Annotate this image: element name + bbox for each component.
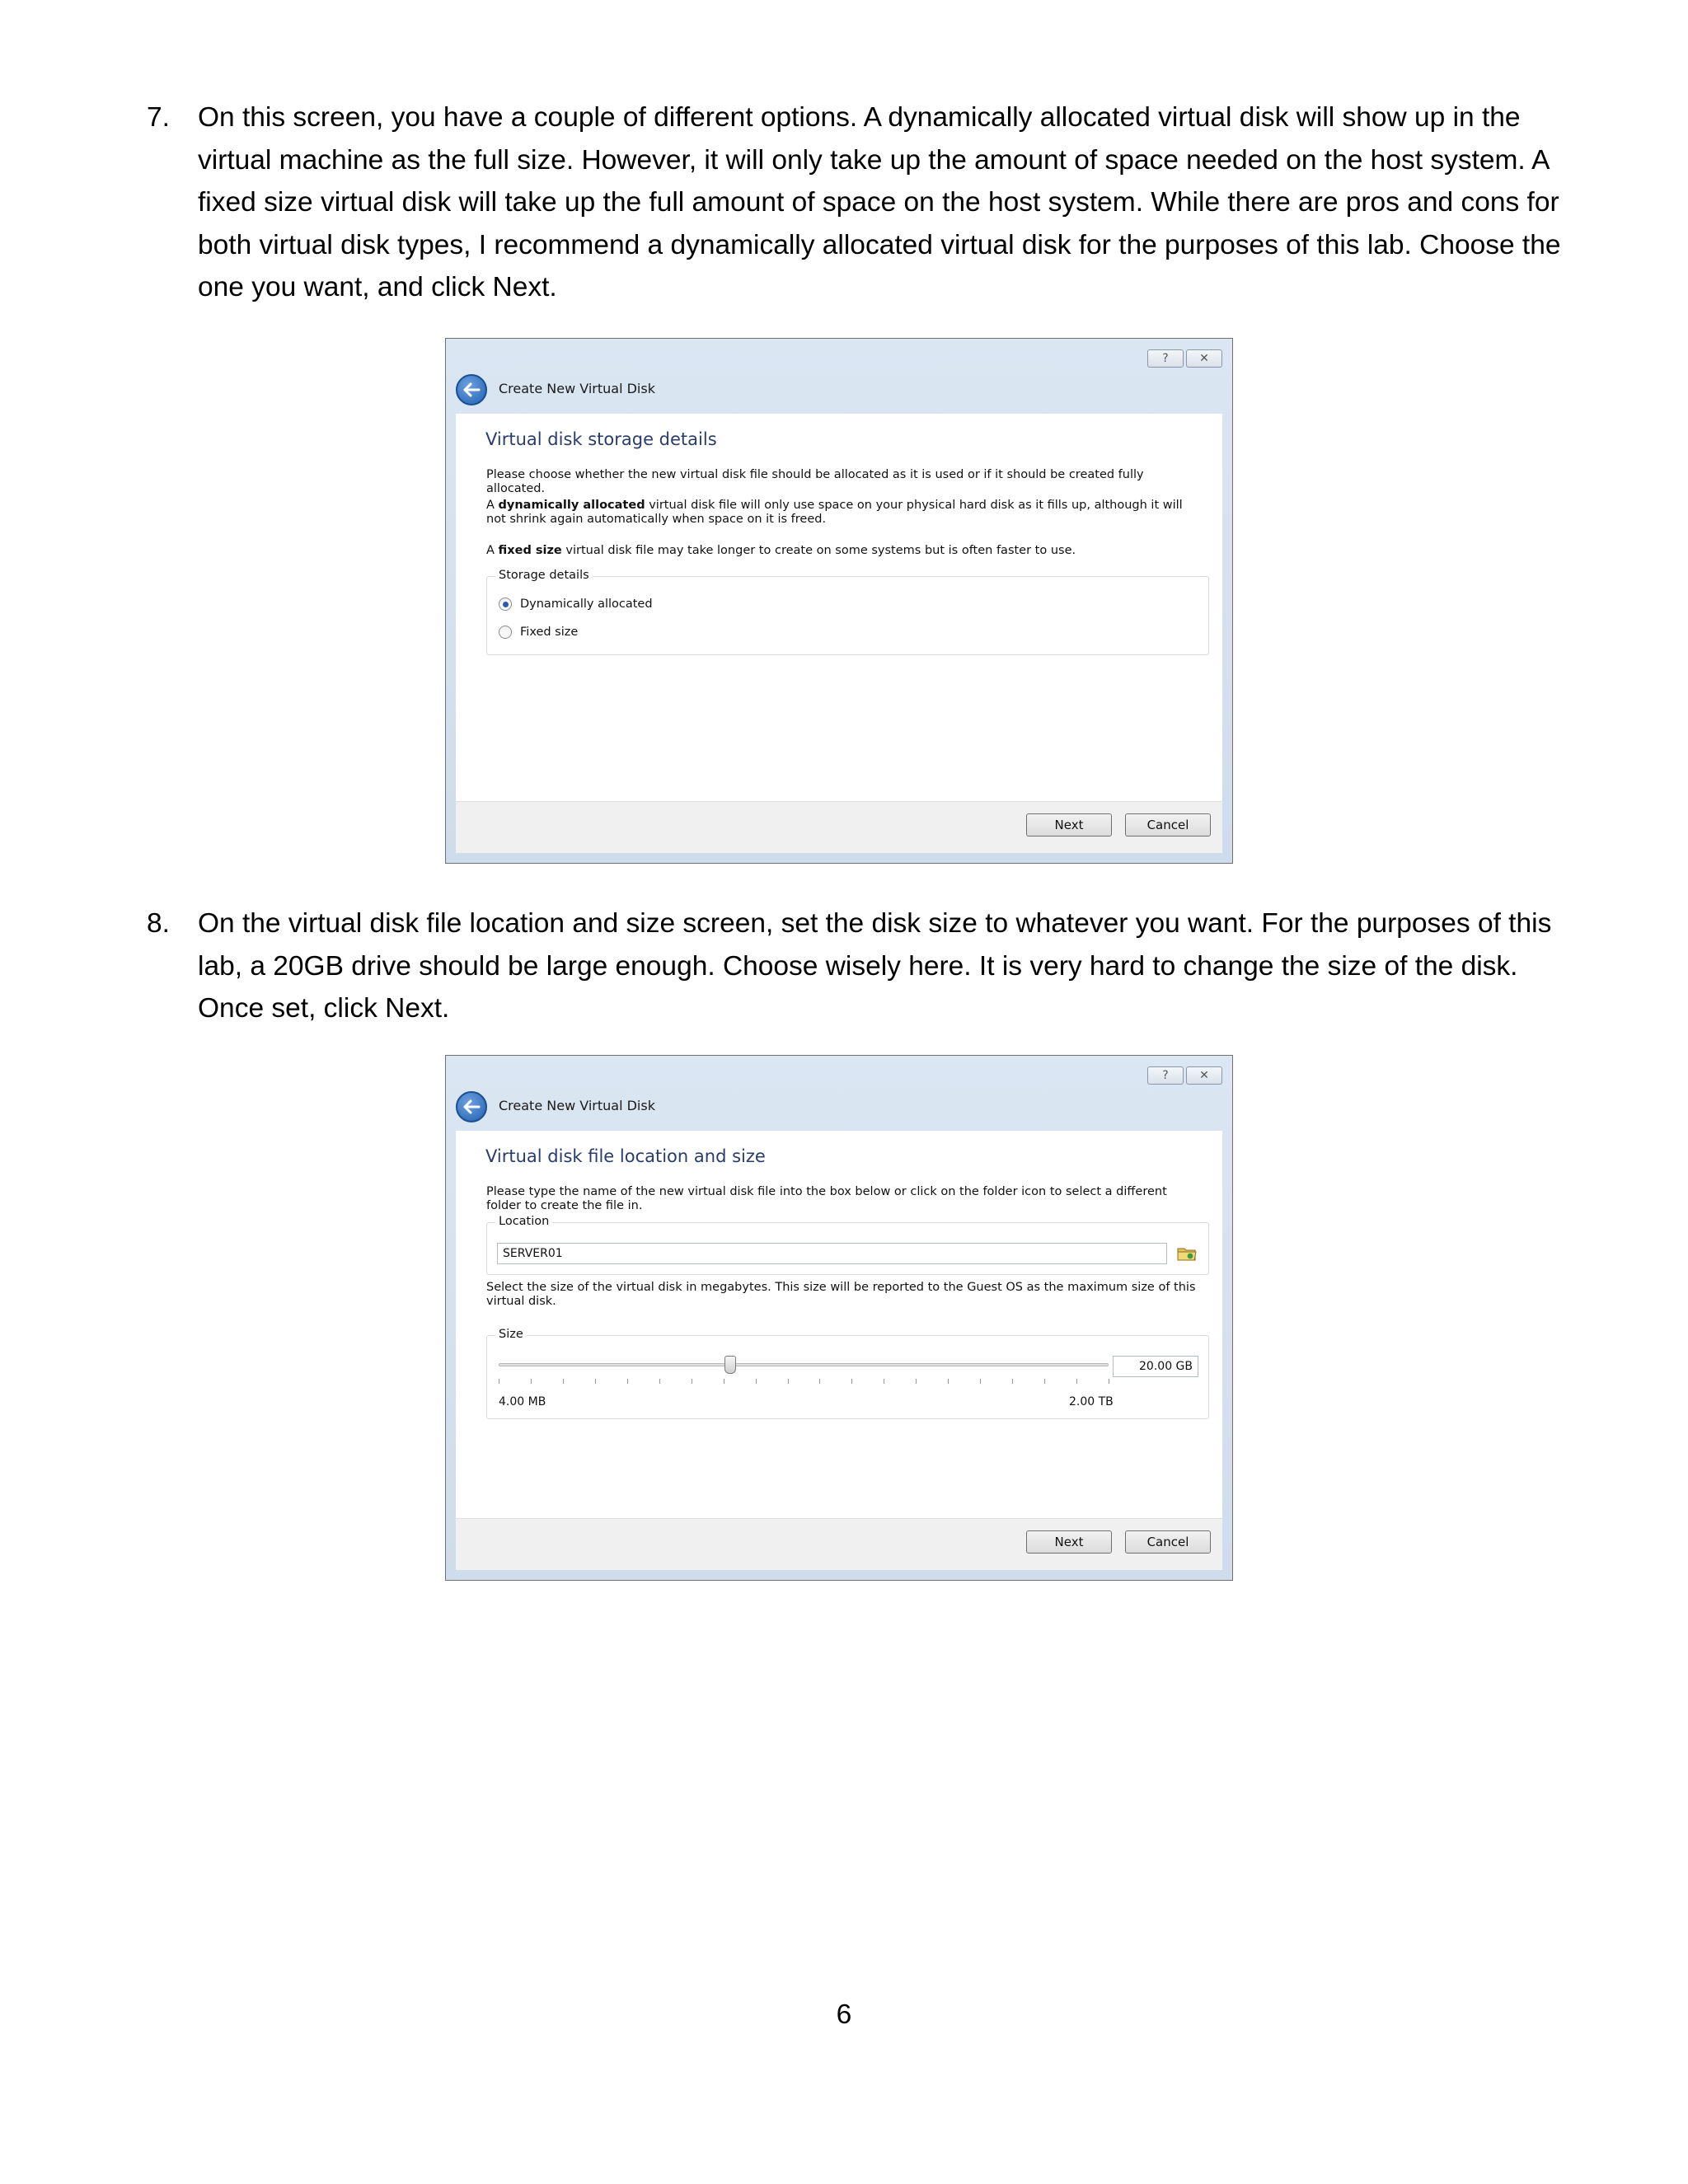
next-button[interactable]: Next — [1026, 813, 1112, 837]
storage-details-dialog — [445, 338, 1233, 864]
slider-tick — [980, 1379, 981, 1384]
page-heading: Virtual disk file location and size — [485, 1146, 766, 1166]
dynamic-description: A dynamically allocated virtual disk file will only use space on your physical hard disk as it fills up, although it will not shrink again automatically when space on it is freed. — [486, 499, 1183, 526]
step-number: 8. — [147, 908, 170, 939]
dialog-content — [456, 1131, 1222, 1526]
window-controls — [1147, 1066, 1222, 1085]
step-text: On this screen, you have a couple of different options. A dynamically allocated virtual disk will show up in the virtual machine as the full size. However, it will only take up the amount of space needed on the host system. A fixed size virtual disk will take up the full amount of space on the host system. While there are pros and cons for both virtual disk types, I recommend a dynamically allocated virtual disk for the purposes of this lab. Choose the one you want, and click Next. — [198, 102, 1561, 302]
location-input[interactable]: SERVER01 — [497, 1243, 1167, 1264]
radio-selected-icon[interactable] — [499, 598, 512, 611]
page-heading: Virtual disk storage details — [485, 429, 717, 449]
size-slider-handle[interactable] — [724, 1356, 736, 1374]
folder-icon[interactable] — [1177, 1245, 1197, 1265]
intro-text: Please choose whether the new virtual disk file should be allocated as it is used or if it should be created fully allocated. — [486, 468, 1144, 495]
cancel-button[interactable]: Cancel — [1125, 813, 1211, 837]
group-label: Size — [495, 1328, 527, 1341]
range-max-label: 2.00 TB — [1069, 1395, 1114, 1408]
close-button[interactable]: ✕ — [1186, 1066, 1222, 1085]
slider-tick — [819, 1379, 820, 1384]
window-title: Create New Virtual Disk — [499, 1098, 655, 1113]
help-button[interactable]: ? — [1147, 349, 1184, 368]
back-arrow-icon[interactable] — [456, 1091, 487, 1122]
slider-tick — [563, 1379, 564, 1384]
dialog-footer — [456, 801, 1222, 853]
slider-tick — [595, 1379, 596, 1384]
slider-tick — [948, 1379, 949, 1384]
close-button[interactable]: ✕ — [1186, 349, 1222, 368]
dialog-footer — [456, 1518, 1222, 1570]
group-label: Storage details — [495, 569, 593, 582]
slider-tick — [627, 1379, 628, 1384]
radio-dynamically-allocated[interactable] — [499, 598, 653, 611]
range-min-label: 4.00 MB — [499, 1395, 546, 1408]
help-button[interactable]: ? — [1147, 1066, 1184, 1085]
radio-label: Dynamically allocated — [520, 598, 653, 611]
group-label: Location — [495, 1215, 552, 1228]
next-button[interactable]: Next — [1026, 1530, 1112, 1554]
size-intro-text: Select the size of the virtual disk in megabytes. This size will be reported to the Guest OS as the maximum size of this virtual disk. — [486, 1281, 1196, 1308]
slider-tick — [1012, 1379, 1013, 1384]
step-number: 7. — [147, 102, 170, 133]
radio-label: Fixed size — [520, 626, 579, 639]
window-controls — [1147, 349, 1222, 368]
slider-tick — [916, 1379, 917, 1384]
size-slider-track[interactable] — [499, 1363, 1109, 1366]
step-text: On the virtual disk file location and size screen, set the disk size to whatever you want. For the purposes of this lab, a 20GB drive should be large enough. Choose wisely here. It is very hard to change the size of the disk. Once set, click Next. — [198, 908, 1552, 1024]
fixed-description: A fixed size virtual disk file may take longer to create on some systems but is often faster to use. — [486, 544, 1076, 557]
page-number: 6 — [836, 1999, 852, 2030]
size-group — [486, 1328, 1209, 1419]
location-intro-text: Please type the name of the new virtual disk file into the box below or click on the folder icon to select a different folder to create the file in. — [486, 1185, 1167, 1212]
slider-tick — [1044, 1379, 1045, 1384]
location-size-dialog — [445, 1055, 1233, 1581]
window-title: Create New Virtual Disk — [499, 381, 655, 396]
slider-tick — [659, 1379, 660, 1384]
dialog-content — [456, 414, 1222, 809]
radio-fixed-size[interactable] — [499, 626, 578, 639]
size-input[interactable]: 20.00 GB — [1113, 1356, 1198, 1377]
slider-tick — [531, 1379, 532, 1384]
slider-tick — [851, 1379, 852, 1384]
cancel-button[interactable]: Cancel — [1125, 1530, 1211, 1554]
radio-unselected-icon[interactable] — [499, 626, 512, 639]
location-group — [486, 1215, 1209, 1275]
back-arrow-icon[interactable] — [456, 374, 487, 405]
slider-tick — [1076, 1379, 1077, 1384]
slider-tick — [756, 1379, 757, 1384]
storage-details-group — [486, 569, 1209, 655]
slider-tick — [788, 1379, 789, 1384]
